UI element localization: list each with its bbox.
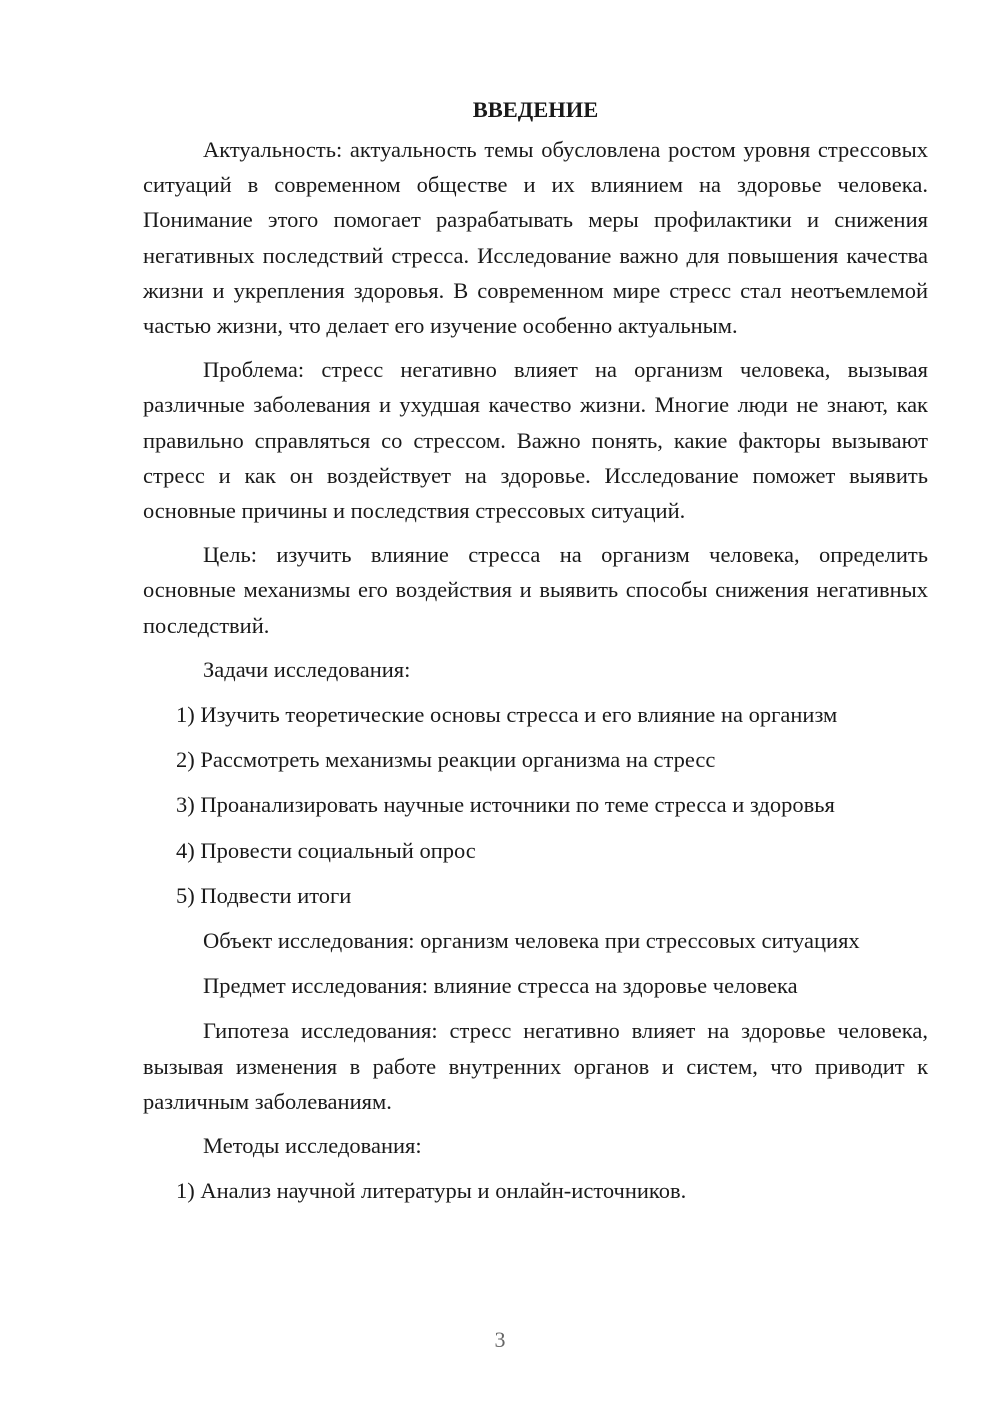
- research-object: Объект исследования: организм человека при стрессовых ситуациях: [203, 928, 860, 954]
- page-number: 3: [494, 1327, 506, 1352]
- task-item-3: 3) Проанализировать научные источники по теме стресса и здоровья: [176, 792, 835, 818]
- tasks-heading: Задачи исследования:: [203, 656, 411, 682]
- document-page: [143, 92, 928, 1218]
- task-item-1: 1) Изучить теоретические основы стресса и его влияние на организм: [176, 702, 838, 728]
- research-subject: Предмет исследования: влияние стресса на здоровье человека: [203, 973, 798, 999]
- paragraph-relevance: Актуальность: актуальность темы обусловлена ростом уровня стрессовых ситуаций в современном обществе и их влиянием на здоровье человека. Понимание этого помогает разрабатывать меры профилактики и снижения негативных последствий стресса. Исследование важно для повышения качества жизни и укрепления здоровья. В современном мире стресс стал неотъемлемой частью жизни, что делает его изучение особенно актуальным.: [143, 137, 928, 339]
- paragraph-problem: Проблема: стресс негативно влияет на организм человека, вызывая различные заболевания и ухудшая качество жизни. Многие люди не знают, как правильно справляться со стрессом. Важно понять, какие факторы вызывают стресс и как он воздействует на здоровье. Исследование поможет выявить основные причины и последствия стрессовых ситуаций.: [143, 357, 928, 524]
- method-item-1: 1) Анализ научной литературы и онлайн-источников.: [176, 1178, 687, 1204]
- task-item-5: 5) Подвести итоги: [176, 882, 352, 908]
- document-title: ВВЕДЕНИЕ: [472, 97, 599, 122]
- methods-heading: Методы исследования:: [203, 1133, 422, 1159]
- paragraph-goal: Цель: изучить влияние стресса на организм человека, определить основные механизмы его воздействия и выявить способы снижения негативных последствий.: [143, 542, 928, 638]
- task-item-4: 4) Провести социальный опрос: [176, 837, 476, 863]
- paragraph-hypothesis: Гипотеза исследования: стресс негативно влияет на здоровье человека, вызывая изменения в работе внутренних органов и систем, что приводит к различным заболеваниям.: [143, 1018, 928, 1114]
- task-item-2: 2) Рассмотреть механизмы реакции организма на стресс: [176, 747, 716, 773]
